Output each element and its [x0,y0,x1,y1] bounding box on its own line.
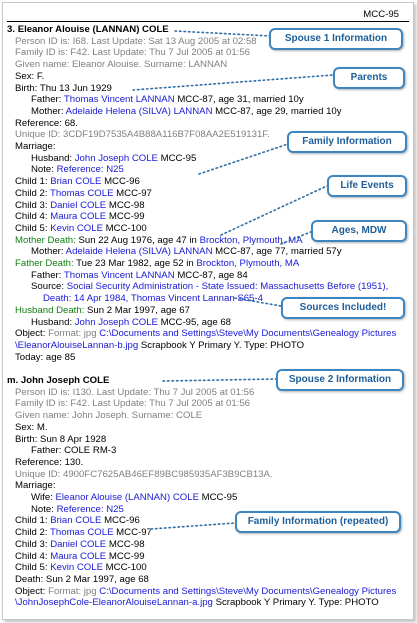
father-label: Father: [31,445,62,457]
reference-line: Reference: 68. [15,117,78,129]
person-id-line: Person ID is: I68. Last Update: Sat 13 Aug 2005 at 02:58 [15,35,257,47]
wife-id: MCC-95 [201,492,238,504]
report-page [2,2,414,620]
husband-link[interactable]: John Joseph COLE [74,152,158,164]
child-id: MCC-99 [108,550,145,562]
husband-label: Husband: [31,316,73,328]
callout-family-information-repeated: Family Information (repeated) [235,511,401,533]
child-link[interactable]: Brian COLE [50,176,102,188]
child-id: MCC-98 [108,199,145,211]
child-label: Child 5: [15,222,48,234]
mother-line [7,106,409,118]
child-label: Child 1: [15,176,48,188]
object-label: Object: [15,328,46,340]
mother-death-mother-line [7,246,409,258]
sex-line: Sex: F. [15,70,45,82]
child-label: Child 4: [15,550,48,562]
father-death-line [7,258,409,270]
event-date: Sun 2 Mar 1997, age 67 [87,304,190,316]
child-id: MCC-100 [105,222,147,234]
mother-details: MCC-87, age 29, married 10y [215,105,342,117]
source-line [7,281,409,293]
note-label: Note: [31,164,54,176]
child-link[interactable]: Maura COLE [50,550,107,562]
child-id: MCC-96 [104,176,140,188]
record-prefix: m. [7,375,19,386]
source-link[interactable]: Social Security Administration - State Issued: Massachusetts Before (1951), [66,281,389,293]
father-label: Father: [31,269,62,281]
child-link[interactable]: Thomas COLE [50,527,114,539]
death-line: Death: Sun 2 Mar 1997, age 68 [15,573,149,585]
child-label: Child 3: [15,538,48,550]
child-line [7,200,409,212]
child-label: Child 4: [15,211,48,223]
event-date: Sun 22 Aug 1976, age 47 in [78,234,197,246]
source-link-continued[interactable]: Death: 14 Apr 1984, Thomas Vincent Lannan S65-4 [43,293,263,305]
child-id: MCC-96 [104,515,140,527]
family-id-line: Family ID is: F42. Last Update: Thu 7 Jul 2005 at 01:56 [15,47,250,59]
page-header-id: MCC-95 [363,9,399,20]
record-number: 3. [7,24,16,35]
callout-sources-included: Sources Included! [281,297,405,319]
family-id-line: Family ID is: F42. Last Update: Thu 7 Jul 2005 at 01:56 [15,398,250,410]
object-line-continued [7,597,409,609]
event-label: Mother Death: [15,234,76,246]
mother-link[interactable]: Adelaide Helena (SILVA) LANNAN [65,105,213,117]
marriage-line: Marriage: [15,141,56,153]
today-line: Today: age 85 [15,351,76,363]
mother-link[interactable]: Adelaide Helena (SILVA) LANNAN [65,246,213,258]
child-id: MCC-98 [108,538,145,550]
given-name-line: Given name: John Joseph. Surname: COLE [15,410,203,422]
mother-label: Mother: [31,105,64,117]
child-line [7,562,409,574]
husband-label: Husband: [31,152,73,164]
child-link[interactable]: Daniel COLE [50,199,107,211]
event-label: Husband Death: [15,304,85,316]
child-label: Child 3: [15,199,48,211]
object-format: Format: jpg [48,585,97,597]
father-death-father-line [7,270,409,282]
unique-id-line: Unique ID: 4900FC7625AB46EF89BC985935AF3B9CB13A. [15,468,273,480]
child-id: MCC-100 [105,562,147,574]
child-line [7,539,409,551]
child-label: Child 2: [15,527,48,539]
child-label: Child 1: [15,515,48,527]
callout-parents: Parents [333,67,405,89]
event-date: Tue 23 Mar 1982, age 52 in [76,258,194,270]
person-name: Eleanor Alouise (LANNAN) COLE [17,24,169,35]
object-label: Object: [15,585,46,597]
wife-label: Wife: [31,492,53,504]
child-label: Child 5: [15,562,48,574]
note-reference-link[interactable]: Reference: N25 [56,503,124,515]
birth-line: Birth: Thu 13 Jun 1929 [15,82,112,94]
father-details: MCC-87, age 31, married 10y [177,94,304,106]
child-line [7,551,409,563]
child-link[interactable]: Kevin COLE [50,562,103,574]
note-label: Note: [31,503,54,515]
child-id: MCC-97 [116,527,152,539]
marriage-line: Marriage: [15,480,56,492]
child-link[interactable]: Maura COLE [50,211,107,223]
father-line [7,94,409,106]
child-link[interactable]: Daniel COLE [50,538,107,550]
child-link[interactable]: Kevin COLE [50,222,103,234]
mother-details: MCC-87, age 77, married 57y [215,246,342,258]
callout-spouse-1: Spouse 1 Information [269,28,403,50]
source-label: Source: [31,281,65,293]
object-line [7,586,409,598]
child-link[interactable]: Brian COLE [50,515,102,527]
object-tail: Scrapbook Y Primary Y. Type: PHOTO [215,597,379,609]
callout-family-information: Family Information [287,131,407,153]
object-path-link[interactable]: \EleanorAlouiseLannan-b.jpg [15,339,139,351]
object-format: Format: jpg [48,328,97,340]
given-name-line: Given name: Eleanor Alouise. Surname: LANNAN [15,59,228,71]
child-label: Child 2: [15,187,48,199]
record-spouse-2 [7,375,409,609]
father-label: Father: [31,94,62,106]
husband-details: MCC-95, age 68 [160,316,232,328]
child-id: MCC-97 [116,187,152,199]
birth-line: Birth: Sun 8 Apr 1928 [15,433,107,445]
wife-link[interactable]: Eleanor Alouise (LANNAN) COLE [55,492,199,504]
object-path-link[interactable]: C:\Documents and Settings\Steve\My Documents\Genealogy Pictures [99,328,397,340]
mother-label: Mother: [31,246,64,258]
husband-link[interactable]: John Joseph COLE [74,316,158,328]
object-path-link[interactable]: \JohnJosephCole-EleanorAlouiseLannan-a.jpg [15,597,213,609]
father-name: COLE [64,445,91,457]
father-link[interactable]: Thomas Vincent LANNAN [63,269,175,281]
father-line [7,445,409,457]
father-link[interactable]: Thomas Vincent LANNAN [63,94,175,106]
callout-spouse-2: Spouse 2 Information [276,369,404,391]
header-rule [7,21,409,22]
husband-id: MCC-95 [160,152,197,164]
object-line-continued [7,340,409,352]
person-id-line: Person ID is: I130. Last Update: Thu 7 Jul 2005 at 01:56 [15,386,255,398]
event-label: Father Death: [15,258,74,270]
child-id: MCC-99 [108,211,145,223]
person-name: John Joseph COLE [20,375,110,386]
note-reference-link[interactable]: Reference: N25 [56,164,124,176]
unique-id-line: Unique ID: 3CDF19D7535A4B88A116B7F08AA2E519131F. [15,129,270,141]
callout-ages-mdw: Ages, MDW [311,220,407,242]
callout-life-events: Life Events [327,175,407,197]
reference-line: Reference: 130. [15,456,84,468]
object-path-link[interactable]: C:\Documents and Settings\Steve\My Documents\Genealogy Pictures [99,585,397,597]
child-link[interactable]: Thomas COLE [50,187,114,199]
object-line [7,328,409,340]
wife-line [7,492,409,504]
husband-line [7,153,409,165]
place-link[interactable]: Brockton, Plymouth, MA [196,258,300,270]
sex-line: Sex: M. [15,421,48,433]
father-details: RM-3 [92,445,117,457]
object-tail: Scrapbook Y Primary Y. Type: PHOTO [140,339,305,351]
father-details: MCC-87, age 84 [177,269,248,281]
place-link[interactable]: Brockton, Plymouth, MA [199,234,303,246]
